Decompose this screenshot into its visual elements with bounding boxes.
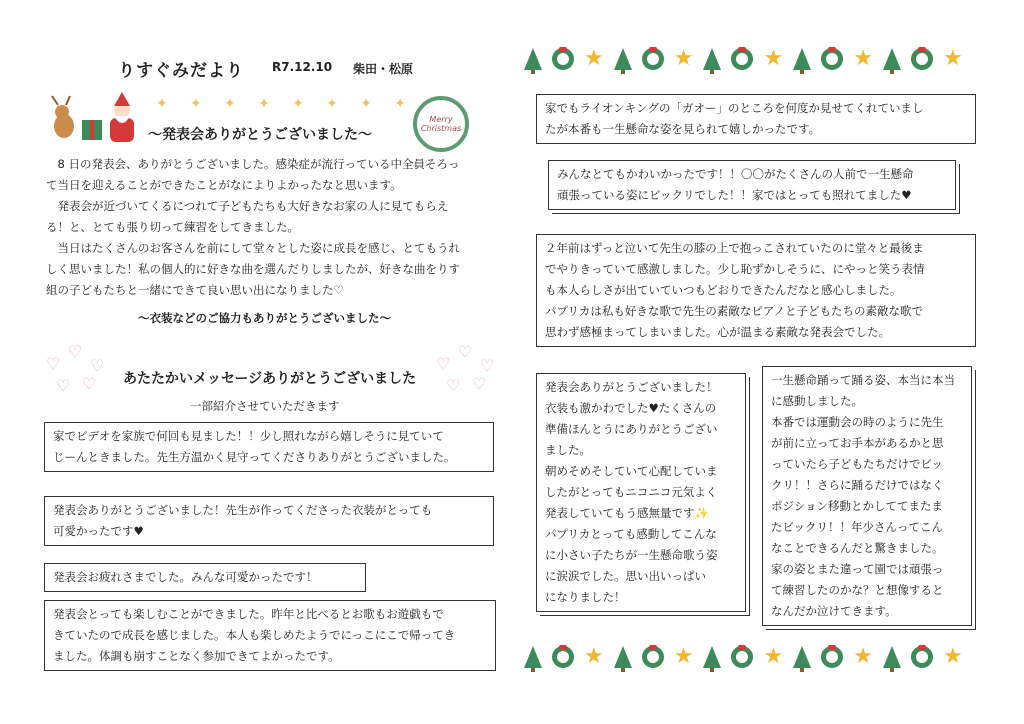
message-line: 発表していてもう感無量です✨ [545, 506, 709, 520]
staff-names: 柴田・松原 [353, 62, 414, 76]
paragraph-line: 8 日の発表会、ありがとうございました。感染症が流行っている中全員そろっ [46, 157, 460, 171]
heart-icon: ♡ [68, 342, 83, 361]
message-line: て練習したのかな？と想像すると [771, 583, 944, 597]
wreath-icon [552, 48, 574, 70]
sparkle-icon: ✦ [156, 96, 168, 112]
tree-icon [524, 646, 542, 668]
wreath-icon [821, 48, 843, 70]
message-box [44, 496, 494, 546]
heart-icon: ♡ [46, 354, 61, 373]
paragraph-line: る！と、とても張り切って練習をしてきました。 [46, 220, 299, 234]
message-line: ました。 [545, 443, 591, 457]
paragraph-line: て当日を迎えることができたことがなによりよかったなと思います。 [46, 178, 402, 192]
tree-icon [703, 646, 721, 668]
merry-christmas-wreath [413, 96, 469, 152]
sparkle-icon: ✦ [190, 96, 202, 112]
star-icon: ★ [942, 46, 963, 71]
heart-icon: ♡ [472, 374, 487, 393]
wreath-icon [911, 646, 933, 668]
section-heading-messages: あたたかいメッセージありがとうございました [123, 371, 417, 387]
message-line: なんだか泣けてきます。 [771, 604, 897, 618]
message-line: 可愛かったです♥ [53, 524, 144, 538]
tree-icon [703, 48, 721, 70]
sparkle-icon: ✦ [326, 96, 338, 112]
message-line: パプリカとっても感動してこんな [545, 527, 717, 541]
message-box [44, 422, 494, 472]
tree-icon [883, 48, 901, 70]
message-line: っていたら子どもたちだけでビッ [771, 457, 944, 471]
wreath-icon [731, 48, 753, 70]
tree-icon [614, 646, 632, 668]
message-line: きていたので成長を感じました。本人も楽しめたようでにっこにこで帰ってき [53, 628, 456, 642]
star-icon: ★ [763, 46, 784, 71]
message-line: 準備ほんとうにありがとうござい [545, 422, 718, 436]
christmas-text: Christmas [420, 124, 462, 133]
message-line: 衣装も激かわでした♥たくさんの [545, 401, 717, 415]
tree-icon [614, 48, 632, 70]
message-line: 家でもライオンキングの「ガオー」のところを何度か見せてくれていまし [545, 101, 924, 115]
message-line: 発表会ありがとうございました！ [545, 380, 718, 394]
heart-icon: ♡ [446, 376, 461, 395]
star-icon: ★ [853, 644, 873, 669]
heart-icon: ♡ [56, 376, 71, 395]
star-icon: ★ [584, 46, 604, 71]
message-line: じーんときました。先生方温かく見守ってくださりありがとうございました。 [53, 450, 456, 464]
message-line: も本人らしさが出ていていつもどおりできたんだなと感心しました。 [545, 283, 902, 297]
sparkle-icon: ✦ [258, 96, 270, 112]
paragraph-line: 発表会が近づいてくるにつれて子どもたちも大好きなお家の人に見てもらえ [46, 199, 449, 213]
paragraph-line: しく思いました！私の個人的に好きな曲を選んだりしましたが、好きな曲をりす [46, 262, 460, 276]
sparkle-row [156, 96, 406, 112]
heart-icon: ♡ [458, 342, 473, 361]
message-line: なことできるんだと驚きました。 [771, 541, 944, 555]
message-box [44, 600, 496, 671]
wreath-icon [821, 646, 843, 668]
message-line: でやりきっていて感激しました。少し恥ずかしそうに、にやっと笑う表情 [545, 262, 925, 276]
star-icon: ★ [942, 644, 963, 669]
garland-bottom [524, 646, 963, 668]
hearts-cluster-right [436, 342, 506, 395]
message-box [762, 366, 972, 626]
message-line: ２年前はずっと泣いて先生の膝の上で抱っこされていたのに堂々と最後ま [545, 241, 924, 255]
message-line: 発表会お疲れさまでした。みんな可愛かったです！ [53, 570, 318, 584]
heart-icon: ♡ [90, 356, 105, 375]
sparkle-icon: ✦ [394, 96, 406, 112]
message-line: ました。体調も崩すことなく参加できてよかったです。 [53, 649, 340, 663]
message-line: 朝めそめそしていて心配していま [545, 464, 718, 478]
paragraph-line: 組の子どもたちと一緒にできて良い思い出になりました♡ [46, 283, 344, 297]
sparkle-icon: ✦ [292, 96, 304, 112]
issue-date: R7.12.10 [272, 60, 333, 74]
message-line: ポジション移動とかしててまたま [771, 499, 943, 513]
message-line: みんなとてもかわいかったです！！〇〇がたくさんの人前で一生懸命 [557, 167, 914, 181]
message-line: したがとってもニコニコ元気よく [545, 485, 718, 499]
tree-icon [883, 646, 901, 668]
message-line: 頑張っている姿にビックリでした！！家ではとっても照れてました♥ [557, 188, 912, 202]
message-line: に感動しました。 [771, 394, 863, 408]
message-box [44, 563, 366, 592]
message-line: 発表会ありがとうございました！先生が作ってくださった衣装がとっても [53, 503, 433, 517]
message-line: に小さい子たちが一生懸命歌う姿 [545, 548, 718, 562]
wreath-icon [642, 48, 664, 70]
message-line: 家でビデオを家族で何回も見ました！！少し照れながら嬉しそうに見ていて [53, 429, 444, 443]
message-line: になりました！ [545, 590, 626, 604]
wreath-icon [642, 646, 664, 668]
thanks-paragraph [46, 154, 496, 301]
message-box [536, 373, 746, 612]
wreath-icon [911, 48, 933, 70]
message-line: 発表会とっても楽しむことができました。昨年と比べるとお歌もお遊戯もで [53, 607, 444, 621]
merry-text: Merry [429, 115, 453, 124]
sparkle-icon: ✦ [360, 96, 372, 112]
message-line: クリ！！さらに踊るだけではなく [771, 478, 944, 492]
wreath-icon [731, 646, 753, 668]
heart-icon: ♡ [82, 374, 97, 393]
hearts-cluster-left [46, 342, 116, 395]
costume-thanks-subheading: ～衣装などのご協力もありがとうございました～ [138, 311, 391, 325]
heart-icon: ♡ [436, 354, 451, 373]
message-box [548, 160, 956, 210]
message-box [536, 94, 976, 144]
star-icon: ★ [763, 644, 784, 669]
messages-intro: 一部紹介させていただきます [190, 399, 340, 413]
tree-icon [793, 646, 811, 668]
star-icon: ★ [584, 644, 604, 669]
tree-icon [524, 48, 542, 70]
message-line: たが本番も一生懸命な姿を見られて嬉しかったです。 [545, 122, 821, 136]
santa-reindeer-illustration [48, 90, 144, 146]
message-line: たビックリ！！年少さんってこん [771, 520, 944, 534]
message-line: に涙涙でした。思い出いっぱい [545, 569, 706, 583]
message-line: 一生懸命踊って踊る姿、本当に本当 [771, 373, 955, 387]
message-line: 家の姿とまた違って園では頑張っ [771, 562, 944, 576]
sparkle-icon: ✦ [224, 96, 236, 112]
star-icon: ★ [673, 46, 694, 71]
section-heading-thanks: ～発表会ありがとうございました～ [148, 127, 372, 143]
message-line: パプリカは私も好きな歌で先生の素敵なピアノと子どもたちの素敵な歌で [545, 304, 924, 318]
message-line: 思わず感極まってしまいました。心が温まる素敵な発表会でした。 [545, 325, 890, 339]
tree-icon [793, 48, 811, 70]
paragraph-line: 当日はたくさんのお客さんを前にして堂々とした姿に成長を感じ、とてもうれ [46, 241, 460, 255]
heart-icon: ♡ [480, 356, 495, 375]
star-icon: ★ [853, 46, 873, 71]
newsletter-title: りすぐみだより [118, 61, 244, 81]
garland-top [524, 48, 963, 70]
message-line: が前に立ってお手本があるかと思 [771, 436, 944, 450]
message-line: 本番では運動会の時のように先生 [771, 415, 944, 429]
wreath-icon [552, 646, 574, 668]
message-box [536, 234, 976, 347]
star-icon: ★ [673, 644, 694, 669]
